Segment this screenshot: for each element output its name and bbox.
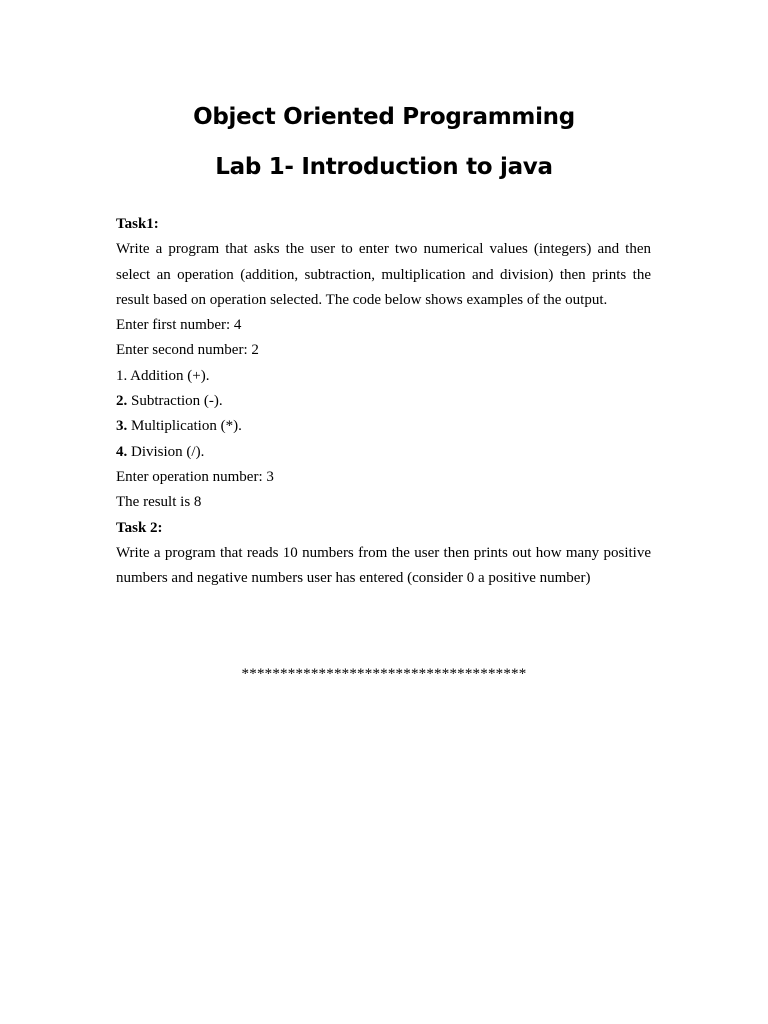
output-line-addition: 1. Addition (+). <box>116 367 210 384</box>
option-number: 4. <box>116 443 128 460</box>
task2-description: Write a program that reads 10 numbers from the user then prints out how many positive numbers and negative numbers user has entered (consider 0 a positive number) <box>116 544 651 587</box>
option-label: Subtraction (-). <box>127 393 223 410</box>
option-number: 3. <box>116 418 128 435</box>
task1-heading: Task1: <box>116 216 159 232</box>
output-line-subtraction <box>116 389 651 414</box>
option-label: Division (/). <box>127 443 205 460</box>
output-line-first-number: Enter first number: 4 <box>116 317 242 334</box>
document-body <box>116 212 651 591</box>
option-label: Multiplication (*). <box>127 418 242 435</box>
output-line-enter-operation: Enter operation number: 3 <box>116 468 274 485</box>
document-title: Object Oriented Programming <box>193 104 575 130</box>
output-line-division <box>116 440 651 465</box>
output-line-second-number: Enter second number: 2 <box>116 342 259 359</box>
document-subtitle: Lab 1- Introduction to java <box>215 154 553 180</box>
task2-heading: Task 2: <box>116 519 163 536</box>
output-line-result: The result is 8 <box>116 494 202 511</box>
asterisk-divider: ************************************* <box>241 666 527 682</box>
option-number: 2. <box>116 393 128 410</box>
task1-description: Write a program that asks the user to enter two numerical values (integers) and then select an operation (addition, subtraction, multiplication and division) then prints the result based on operation selected. The code below shows examples of the output. <box>116 241 651 308</box>
output-line-multiplication <box>116 414 651 439</box>
